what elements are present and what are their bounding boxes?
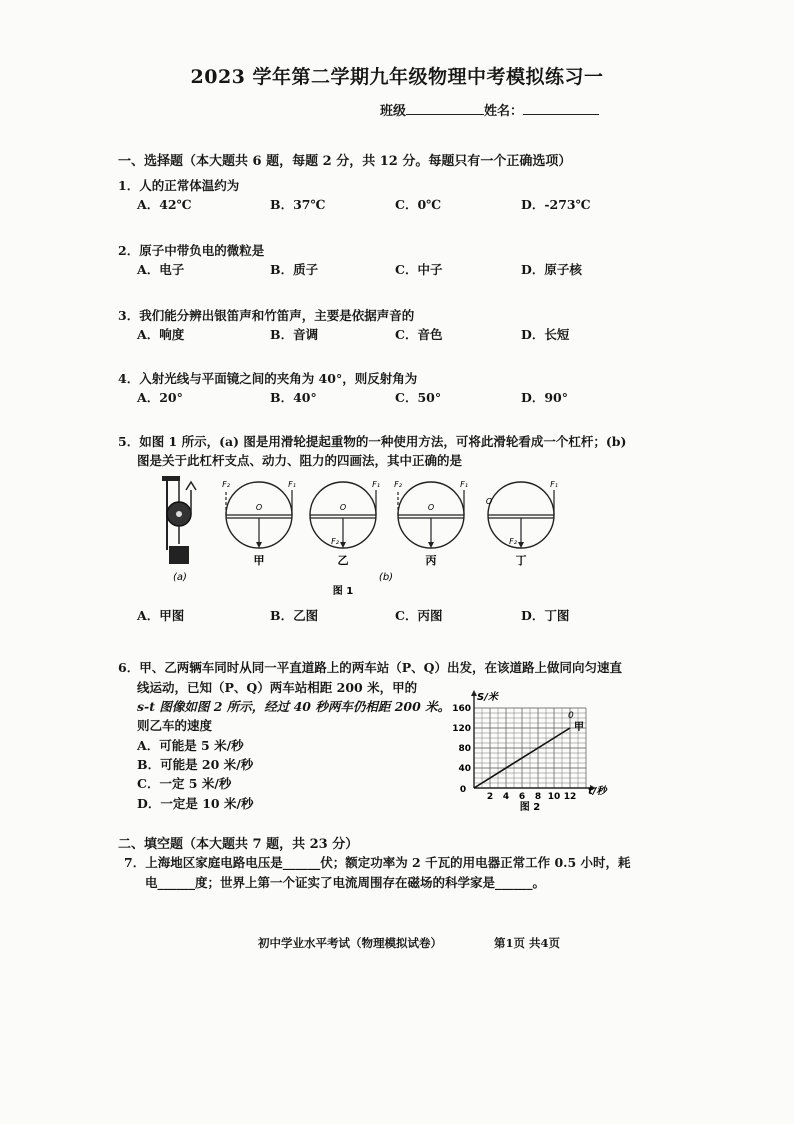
name-blank[interactable] [523,114,599,115]
question-4-stem: 4．入射光线与平面镜之间的夹角为 40°，则反射角为 [118,371,418,386]
page-title: 2023 学年第二学期九年级物理中考模拟练习一 [190,66,604,88]
q6-option-c[interactable]: C．一定 5 米/秒 [137,776,232,791]
y-tick-label: 120 [452,724,471,734]
question-6-line-2: 线运动，已知（P、Q）两车站相距 200 米，甲的 [137,680,418,695]
label-yi: 乙 [337,554,349,567]
figure-1 [148,472,568,602]
x-tick-label: 8 [534,792,542,802]
q1-option-a[interactable]: A．42℃ [137,197,192,212]
lever-diagram-bing [394,480,468,548]
y-tick-label: 160 [452,704,471,714]
q2-option-b[interactable]: B．质子 [270,262,319,277]
class-label: 班级 [380,104,407,119]
q3-option-d[interactable]: D．长短 [521,327,570,342]
figure-2-st-graph [440,686,620,816]
label-ding: 丁 [515,554,527,567]
question-2-options [137,260,657,278]
q4-option-a[interactable]: A．20° [137,390,183,405]
lever-diagram-ding [486,480,558,548]
question-4-options [137,388,657,406]
ding-f1-label: F₁ [550,480,558,489]
q3-option-c[interactable]: C．音色 [395,327,443,342]
y-axis-label: S/米 [477,692,498,703]
q5-option-b[interactable]: B．乙图 [270,608,319,623]
question-3-stem: 3．我们能分辨出银笛声和竹笛声，主要是依据声音的 [118,308,415,323]
origin-label: 0 [459,785,467,795]
q6-option-b[interactable]: B．可能是 20 米/秒 [137,757,254,772]
q5-option-a[interactable]: A．甲图 [137,608,185,623]
yi-f2-label: F₂ [331,537,339,546]
question-6-line-3: s-t 图像如图 2 所示，经过 40 秒两车仍相距 200 米。 [137,699,451,714]
student-info-line [380,100,599,119]
y-tick-label: 40 [458,764,471,774]
q6-option-d[interactable]: D．一定是 10 米/秒 [137,796,254,811]
q3-option-b[interactable]: B．音调 [270,327,319,342]
jia-pivot-label: O [255,503,263,512]
x-axis-label: t/秒 [588,786,607,797]
q4-option-d[interactable]: D．90° [521,390,568,405]
question-5-options [137,606,657,624]
question-2-stem: 2．原子中带负电的微粒是 [118,243,265,258]
yi-f1-label: F₁ [372,480,380,489]
q5-option-d[interactable]: D．丁图 [521,608,570,623]
question-5-stem-cont: 图是关于此杠杆支点、动力、阻力的四画法，其中正确的是 [137,453,463,468]
label-bing: 丙 [425,554,437,567]
x-tick-label: 10 [547,792,561,802]
figure-1-part-b-label: (b) [378,572,394,583]
footer-exam-name: 初中学业水平考试（物理模拟试卷） [258,936,442,950]
q1-option-b[interactable]: B．37℃ [270,197,326,212]
question-7-line-2: 电______度；世界上第一个证实了电流周围存在磁场的科学家是______。 [145,875,546,890]
bing-pivot-label: O [427,503,435,512]
jia-f2-label: F₂ [222,480,230,489]
bing-f2-label: F₂ [394,480,402,489]
question-6-line-1: 6．甲、乙两辆车同时从同一平直道路上的两车站（P、Q）出发，在该道路上做同向匀速直 [118,660,622,675]
y-tick-label: 80 [458,744,471,754]
lever-diagram-yi [310,480,380,548]
question-5-stem: 5．如图 1 所示，(a) 图是用滑轮提起重物的一种使用方法，可将此滑轮看成一个杠杆；(b) [118,434,627,449]
section2-heading: 二、填空题（本大题共 7 题，共 23 分） [118,837,359,852]
x-tick-label: 12 [563,792,577,802]
ding-pivot-label: O [485,497,493,506]
footer-page-number: 第1页 共4页 [494,936,561,950]
q2-option-c[interactable]: C．中子 [395,262,443,277]
question-1-options [137,195,657,213]
q3-option-a[interactable]: A．响度 [137,327,185,342]
q5-option-c[interactable]: C．丙图 [395,608,443,623]
name-label: 姓名： [484,104,524,119]
q1-option-c[interactable]: C．0℃ [395,197,442,212]
series-label-jia: 甲 [574,722,584,733]
figure-2-caption: 图 2 [519,802,541,813]
yi-pivot-label: O [339,503,347,512]
lever-diagram-jia [222,480,296,548]
q1-option-d[interactable]: D．-273℃ [521,197,591,212]
ding-f2-label: F₂ [509,537,517,546]
q4-option-b[interactable]: B．40° [270,390,317,405]
q6-option-a[interactable]: A．可能是 5 米/秒 [137,738,244,753]
q4-option-c[interactable]: C．50° [395,390,442,405]
question-3-options [137,325,657,343]
pulley-diagram [162,476,196,564]
jia-f1-label: F₁ [288,480,296,489]
x-tick-label: 2 [486,792,494,802]
class-blank[interactable] [406,114,484,115]
label-jia: 甲 [253,554,265,567]
question-1-stem: 1．人的正常体温约为 [118,178,240,193]
x-tick-label: 4 [502,792,510,802]
bing-f1-label: F₁ [460,480,468,489]
q2-option-d[interactable]: D．原子核 [521,262,582,277]
figure-1-caption: 图 1 [332,586,354,597]
corner-label: 0 [568,711,574,721]
figure-1-part-a-label: (a) [173,572,187,583]
x-tick-label: 6 [518,792,526,802]
question-6-line-4: 则乙车的速度 [137,718,213,733]
q2-option-a[interactable]: A．电子 [137,262,185,277]
section1-heading: 一、选择题（本大题共 6 题，每题 2 分，共 12 分。每题只有一个正确选项） [118,154,572,169]
question-7-line-1: 7．上海地区家庭电路电压是______伏；额定功率为 2 千瓦的用电器正常工作 0.5 小时，耗 [124,855,631,870]
